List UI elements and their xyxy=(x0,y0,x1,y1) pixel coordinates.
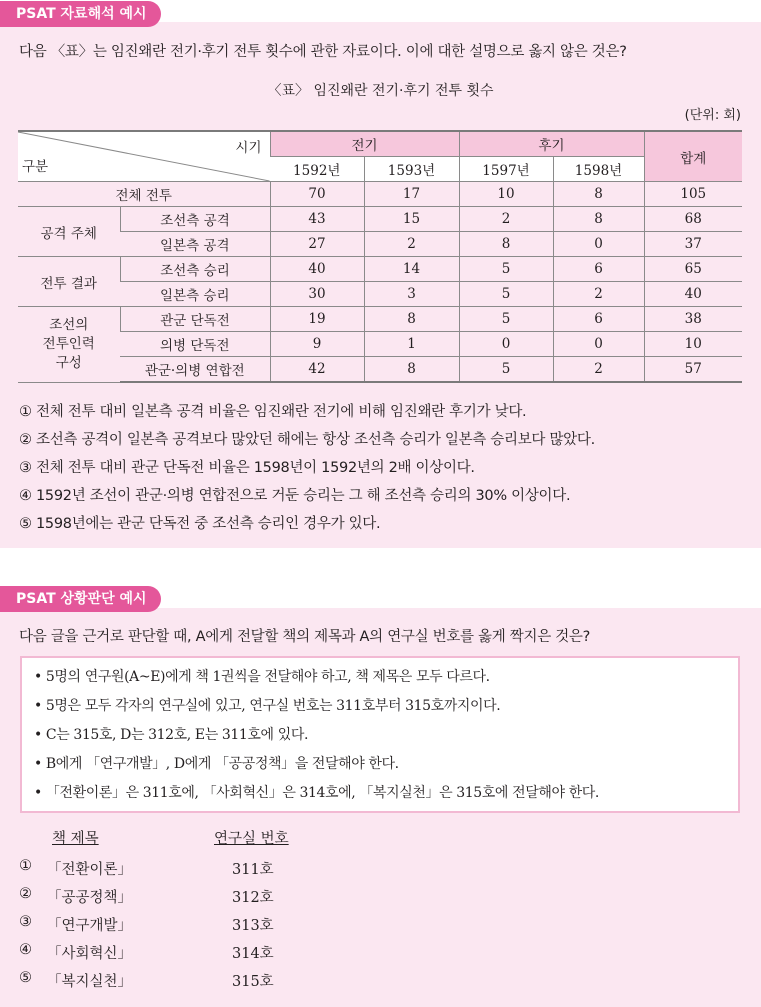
header-year: 1598년 xyxy=(553,157,644,182)
question-2: 다음 글을 근거로 판단할 때, A에게 전달할 책의 제목과 A의 연구실 번호를 옳게 짝지은 것은? xyxy=(19,629,591,645)
row-label: 의병 단독전 xyxy=(120,332,270,357)
cell: 5 xyxy=(459,307,553,332)
cell: 0 xyxy=(553,232,644,257)
row-label: 관군·의병 연합전 xyxy=(120,357,270,383)
cell: 30 xyxy=(270,282,364,307)
conditions-box xyxy=(20,656,740,813)
cell: 105 xyxy=(644,182,742,207)
cell: 68 xyxy=(644,207,742,232)
cell: 17 xyxy=(364,182,459,207)
header-year: 1592년 xyxy=(270,157,364,182)
table-row xyxy=(18,232,742,257)
cell: 19 xyxy=(270,307,364,332)
cell: 9 xyxy=(270,332,364,357)
answer-title: 「전환이론」 xyxy=(47,862,133,878)
row-label: 관군 단독전 xyxy=(120,307,270,332)
row-label: 일본측 공격 xyxy=(120,232,270,257)
section-tag-data-interpretation: PSAT 자료해석 예시 xyxy=(0,1,161,27)
option-3: ③ 전체 전투 대비 관군 단독전 비율은 1598년이 1592년의 2배 이상이다. xyxy=(19,460,475,476)
section-tag-situational-judgment: PSAT 상황판단 예시 xyxy=(0,586,161,612)
answer-option-5[interactable] xyxy=(19,970,419,992)
answer-number: ③ xyxy=(19,914,32,930)
header-category-label: 구분 xyxy=(22,159,49,175)
table-title: 〈표〉 임진왜란 전기·후기 전투 횟수 xyxy=(267,83,494,99)
header-year: 1593년 xyxy=(364,157,459,182)
answer-option-1[interactable] xyxy=(19,858,419,880)
header-period-label: 시기 xyxy=(235,140,262,156)
cell: 5 xyxy=(459,282,553,307)
table-row xyxy=(18,307,742,332)
cell: 42 xyxy=(270,357,364,383)
answer-number: ④ xyxy=(19,942,32,958)
answer-room: 313호 xyxy=(232,918,274,934)
option-2: ② 조선측 공격이 일본측 공격보다 많았던 해에는 항상 조선측 승리가 일본측 승리보다 많았다. xyxy=(19,432,595,448)
answer-option-3[interactable] xyxy=(19,914,419,936)
cell: 65 xyxy=(644,257,742,282)
header-year: 1597년 xyxy=(459,157,553,182)
cell: 8 xyxy=(553,207,644,232)
answer-title: 「공공정책」 xyxy=(47,890,133,906)
condition-item: • B에게 「연구개발」, D에게 「공공정책」을 전달해야 한다. xyxy=(34,756,399,772)
cell: 2 xyxy=(553,282,644,307)
answer-title: 「사회혁신」 xyxy=(47,946,133,962)
header-late: 후기 xyxy=(459,131,644,157)
answer-number: ② xyxy=(19,886,32,902)
row-group-attack: 공격 주체 xyxy=(18,207,120,257)
condition-item: • 5명의 연구원(A~E)에게 책 1권씩을 전달해야 하고, 책 제목은 모두 다르다. xyxy=(34,669,490,685)
cell: 5 xyxy=(459,257,553,282)
row-group-result: 전투 결과 xyxy=(18,257,120,307)
answer-number: ① xyxy=(19,858,32,874)
condition-item: • 5명은 모두 각자의 연구실에 있고, 연구실 번호는 311호부터 315호까지이다. xyxy=(34,698,501,714)
header-early: 전기 xyxy=(270,131,459,157)
battle-count-table xyxy=(18,130,742,383)
cell: 57 xyxy=(644,357,742,383)
cell: 8 xyxy=(364,357,459,383)
cell: 0 xyxy=(459,332,553,357)
cell: 8 xyxy=(459,232,553,257)
option-5: ⑤ 1598년에는 관군 단독전 중 조선측 승리인 경우가 있다. xyxy=(19,516,381,532)
answer-option-4[interactable] xyxy=(19,942,419,964)
cell: 37 xyxy=(644,232,742,257)
cell: 2 xyxy=(553,357,644,383)
table-row xyxy=(18,207,742,232)
cell: 0 xyxy=(553,332,644,357)
cell: 38 xyxy=(644,307,742,332)
cell: 2 xyxy=(364,232,459,257)
cell: 5 xyxy=(459,357,553,383)
header-diagonal-cell xyxy=(18,131,270,182)
cell: 6 xyxy=(553,257,644,282)
cell: 40 xyxy=(644,282,742,307)
cell: 6 xyxy=(553,307,644,332)
table-row xyxy=(18,332,742,357)
table-row xyxy=(18,182,742,207)
option-4: ④ 1592년 조선이 관군·의병 연합전으로 거둔 승리는 그 해 조선측 승리의 30% 이상이다. xyxy=(19,488,571,504)
condition-item: • 「전환이론」은 311호에, 「사회혁신」은 314호에, 「복지실천」은 315호에 전달해야 한다. xyxy=(34,785,599,801)
answer-number: ⑤ xyxy=(19,970,32,986)
answer-title: 「복지실천」 xyxy=(47,974,133,990)
answer-header-title: 책 제목 xyxy=(52,831,99,847)
table-row xyxy=(18,257,742,282)
table-unit: (단위: 회) xyxy=(684,108,741,123)
condition-item: • C는 315호, D는 312호, E는 311호에 있다. xyxy=(34,727,308,743)
cell: 8 xyxy=(364,307,459,332)
table-row xyxy=(18,282,742,307)
answer-room: 314호 xyxy=(232,946,274,962)
cell: 40 xyxy=(270,257,364,282)
cell: 43 xyxy=(270,207,364,232)
row-label: 조선측 공격 xyxy=(120,207,270,232)
cell: 10 xyxy=(459,182,553,207)
question-1: 다음 〈표〉는 임진왜란 전기·후기 전투 횟수에 관한 자료이다. 이에 대한 설명으로 옳지 않은 것은? xyxy=(19,44,627,60)
row-group-personnel xyxy=(18,307,120,383)
cell: 10 xyxy=(644,332,742,357)
cell: 3 xyxy=(364,282,459,307)
answer-room: 315호 xyxy=(232,974,274,990)
header-total: 합계 xyxy=(644,131,742,182)
group-line: 구성 xyxy=(55,354,82,371)
row-label: 전체 전투 xyxy=(18,182,270,207)
cell: 1 xyxy=(364,332,459,357)
group-line: 전투인력 xyxy=(42,335,95,352)
answer-room: 311호 xyxy=(232,862,274,878)
cell: 8 xyxy=(553,182,644,207)
group-line: 조선의 xyxy=(49,316,89,333)
answer-option-2[interactable] xyxy=(19,886,419,908)
row-label: 일본측 승리 xyxy=(120,282,270,307)
cell: 27 xyxy=(270,232,364,257)
cell: 70 xyxy=(270,182,364,207)
answer-title: 「연구개발」 xyxy=(47,918,133,934)
cell: 14 xyxy=(364,257,459,282)
answer-header-room: 연구실 번호 xyxy=(214,831,289,847)
table-row xyxy=(18,357,742,383)
row-label: 조선측 승리 xyxy=(120,257,270,282)
option-1: ① 전체 전투 대비 일본측 공격 비율은 임진왜란 전기에 비해 임진왜란 후기가 낮다. xyxy=(19,404,527,420)
cell: 2 xyxy=(459,207,553,232)
answer-room: 312호 xyxy=(232,890,274,906)
cell: 15 xyxy=(364,207,459,232)
